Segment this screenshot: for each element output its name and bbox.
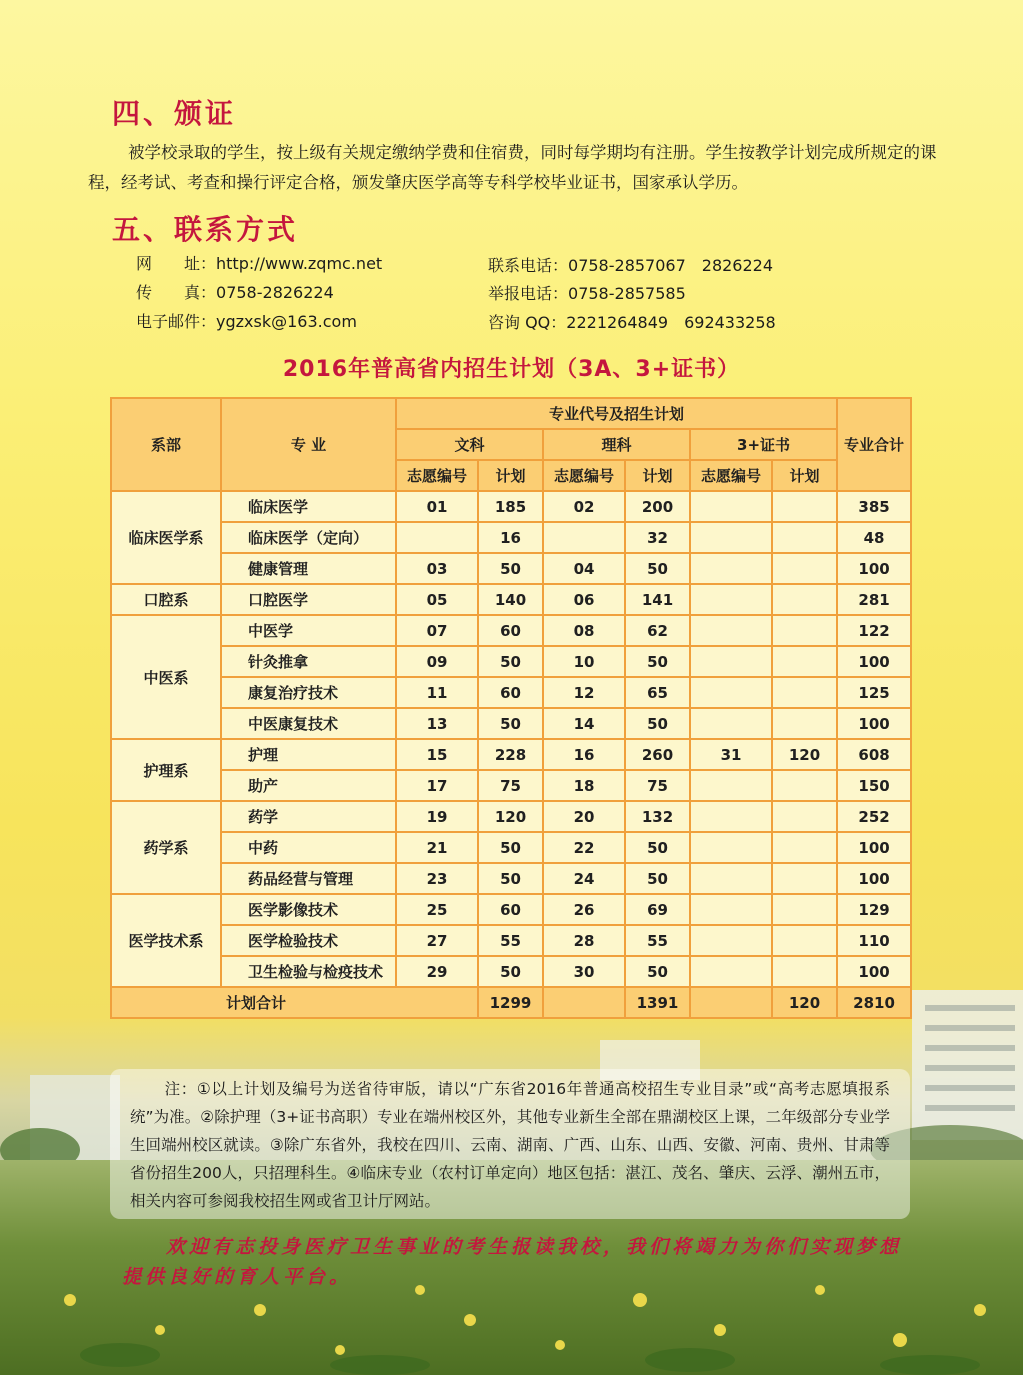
cell-lc: 16 [543, 739, 625, 770]
header-wenke-plan: 计划 [478, 460, 543, 491]
table-row [111, 491, 911, 522]
cell-wc: 07 [396, 615, 478, 646]
table-row [111, 894, 911, 925]
cell-lp: 200 [625, 491, 690, 522]
cell-t: 100 [837, 832, 911, 863]
cell-t: 281 [837, 584, 911, 615]
table-row [111, 584, 911, 615]
table-row [111, 956, 911, 987]
cell-cp [772, 522, 837, 553]
cell-major: 药学 [221, 801, 396, 832]
cell-lc: 28 [543, 925, 625, 956]
cell-lp: 55 [625, 925, 690, 956]
cell-t: 110 [837, 925, 911, 956]
cell-t: 100 [837, 708, 911, 739]
note-text: 注：①以上计划及编号为送省待审版，请以“广东省2016年普通高校招生专业目录”或“高考志愿填报系统”为准。②除护理（3+证书高职）专业在端州校区外，其他专业新生全部在鼎湖校区上课，二年级部分专业学生回端州校区就读。③除广东省外，我校在四川、云南、湖南、广西、山东、山西、安徽、河南、贵州、甘肃等省份招生200人，只招理科生。④临床专业（农村订单定向）地区包括：湛江、茂名、肇庆、云浮、潮州五市，相关内容可参阅我校招生网或省卫计厅网站。 [130, 1080, 890, 1210]
cell-lp: 75 [625, 770, 690, 801]
cell-major: 护理 [221, 739, 396, 770]
cell-wc: 25 [396, 894, 478, 925]
cell-cc [690, 894, 772, 925]
cell-dept: 口腔系 [111, 584, 221, 615]
cell-wc: 27 [396, 925, 478, 956]
header-like-plan: 计划 [625, 460, 690, 491]
table-row [111, 522, 911, 553]
cell-major: 临床医学（定向） [221, 522, 396, 553]
cell-wp: 50 [478, 863, 543, 894]
cell-lp: 50 [625, 956, 690, 987]
cell-t: 100 [837, 956, 911, 987]
cell-cp [772, 770, 837, 801]
cell-cc [690, 615, 772, 646]
cell-cp [772, 894, 837, 925]
cell-wp: 228 [478, 739, 543, 770]
cell-cc [690, 584, 772, 615]
cell-cp [772, 615, 837, 646]
header-dept: 系部 [111, 398, 221, 491]
cell-cp [772, 646, 837, 677]
cell-wc: 05 [396, 584, 478, 615]
cell-cp [772, 863, 837, 894]
cell-t: 129 [837, 894, 911, 925]
cell-cc [690, 646, 772, 677]
header-major: 专 业 [221, 398, 396, 491]
total-label: 计划合计 [111, 987, 478, 1018]
cell-cc [690, 491, 772, 522]
cell-t: 122 [837, 615, 911, 646]
slogan: 欢迎有志投身医疗卫生事业的考生报读我校，我们将竭力为你们实现梦想提供良好的育人平台。 [122, 1236, 903, 1288]
cell-major: 医学影像技术 [221, 894, 396, 925]
cell-wp: 16 [478, 522, 543, 553]
enrollment-plan-table [110, 397, 912, 1019]
plan-title: 2016年普高省内招生计划（3A、3+证书） [282, 357, 741, 382]
cell-t: 125 [837, 677, 911, 708]
cell-major: 中医康复技术 [221, 708, 396, 739]
email-line: 电子邮件：ygzxsk@163.com [136, 312, 357, 331]
cell-cp [772, 553, 837, 584]
cell-wc: 01 [396, 491, 478, 522]
cell-t: 48 [837, 522, 911, 553]
cell-lp: 62 [625, 615, 690, 646]
cell-cp [772, 801, 837, 832]
header-like: 理科 [543, 429, 690, 460]
header-cert-code: 志愿编号 [690, 460, 772, 491]
cell-wp: 75 [478, 770, 543, 801]
total-sum: 2810 [837, 987, 911, 1018]
cell-cp [772, 584, 837, 615]
cell-t: 150 [837, 770, 911, 801]
cell-wp: 55 [478, 925, 543, 956]
cell-lp: 50 [625, 863, 690, 894]
cell-cc [690, 677, 772, 708]
cell-wp: 50 [478, 646, 543, 677]
header-like-code: 志愿编号 [543, 460, 625, 491]
table-row [111, 925, 911, 956]
table-row [111, 832, 911, 863]
cell-lp: 141 [625, 584, 690, 615]
cell-lp: 132 [625, 801, 690, 832]
cell-wc: 11 [396, 677, 478, 708]
total-row [111, 987, 911, 1018]
cell-cp: 120 [772, 739, 837, 770]
section-5-title: 五、联系方式 [112, 213, 299, 246]
cell-lc: 18 [543, 770, 625, 801]
cell-major: 口腔医学 [221, 584, 396, 615]
cell-cp [772, 956, 837, 987]
qq-line: 咨询 QQ：2221264849 692433258 [488, 313, 776, 332]
cell-lp: 50 [625, 646, 690, 677]
table-row [111, 553, 911, 584]
cell-lc: 22 [543, 832, 625, 863]
cell-cp [772, 491, 837, 522]
cell-major: 药品经营与管理 [221, 863, 396, 894]
section-4-text: 被学校录取的学生，按上级有关规定缴纳学费和住宿费，同时每学期均有注册。学生按教学计划完成所规定的课程，经考试、考查和操行评定合格，颁发肇庆医学高等专科学校毕业证书，国家承认学历。 [88, 143, 937, 192]
cell-major: 康复治疗技术 [221, 677, 396, 708]
cell-lc: 26 [543, 894, 625, 925]
cell-wp: 50 [478, 832, 543, 863]
cell-wp: 50 [478, 956, 543, 987]
cell-cc [690, 925, 772, 956]
cell-lc: 08 [543, 615, 625, 646]
table-row [111, 708, 911, 739]
cell-lp: 50 [625, 708, 690, 739]
cell-cc [690, 832, 772, 863]
cell-major: 卫生检验与检疫技术 [221, 956, 396, 987]
cell-lc: 06 [543, 584, 625, 615]
cell-wp: 50 [478, 708, 543, 739]
cell-wc: 03 [396, 553, 478, 584]
cell-lp: 50 [625, 553, 690, 584]
cell-dept: 药学系 [111, 801, 221, 894]
qq-number: 2221264849 692433258 [566, 313, 776, 332]
cell-cc [690, 522, 772, 553]
cell-major: 针灸推拿 [221, 646, 396, 677]
cell-lp: 50 [625, 832, 690, 863]
cell-wp: 60 [478, 677, 543, 708]
cell-t: 385 [837, 491, 911, 522]
cell-major: 健康管理 [221, 553, 396, 584]
phone-number: 0758-2857067 2826224 [568, 256, 774, 275]
fax-line: 传 真：0758-2826224 [136, 283, 334, 302]
cell-t: 252 [837, 801, 911, 832]
note-box [110, 1069, 910, 1219]
cell-wp: 120 [478, 801, 543, 832]
email-link[interactable]: ygzxsk@163.com [216, 312, 357, 331]
cell-t: 100 [837, 553, 911, 584]
total-like-code [543, 987, 625, 1018]
cell-t: 608 [837, 739, 911, 770]
cell-lc: 02 [543, 491, 625, 522]
cell-major: 中医学 [221, 615, 396, 646]
cell-cp [772, 832, 837, 863]
cell-major: 助产 [221, 770, 396, 801]
cell-wp: 50 [478, 553, 543, 584]
cell-t: 100 [837, 646, 911, 677]
cell-cp [772, 677, 837, 708]
phone-line: 联系电话：0758-2857067 2826224 [488, 256, 774, 275]
table-row [111, 615, 911, 646]
cell-cc [690, 708, 772, 739]
cell-wc: 29 [396, 956, 478, 987]
header-cert-plan: 计划 [772, 460, 837, 491]
header-group: 专业代号及招生计划 [396, 398, 837, 429]
cell-wc: 21 [396, 832, 478, 863]
cell-lc: 30 [543, 956, 625, 987]
cell-dept: 医学技术系 [111, 894, 221, 987]
cell-dept: 中医系 [111, 615, 221, 739]
cell-t: 100 [837, 863, 911, 894]
table-row [111, 646, 911, 677]
cell-wc: 17 [396, 770, 478, 801]
cell-major: 临床医学 [221, 491, 396, 522]
cell-cc [690, 956, 772, 987]
cell-cc [690, 863, 772, 894]
cell-cp [772, 708, 837, 739]
cell-lc: 12 [543, 677, 625, 708]
cell-lp: 69 [625, 894, 690, 925]
cell-major: 医学检验技术 [221, 925, 396, 956]
cell-wc [396, 522, 478, 553]
cell-wp: 60 [478, 894, 543, 925]
section-4-title: 四、颁证 [112, 97, 237, 130]
cell-dept: 护理系 [111, 739, 221, 801]
cell-major: 中药 [221, 832, 396, 863]
cell-dept: 临床医学系 [111, 491, 221, 584]
report-phone-line: 举报电话：0758-2857585 [488, 284, 686, 303]
cell-cc [690, 801, 772, 832]
cell-lc: 14 [543, 708, 625, 739]
table-row [111, 863, 911, 894]
cell-wc: 09 [396, 646, 478, 677]
cell-wc: 13 [396, 708, 478, 739]
header-wenke: 文科 [396, 429, 543, 460]
header-cert: 3+证书 [690, 429, 837, 460]
cell-wp: 185 [478, 491, 543, 522]
cell-cc: 31 [690, 739, 772, 770]
cell-wc: 23 [396, 863, 478, 894]
cell-lp: 65 [625, 677, 690, 708]
total-cert-code [690, 987, 772, 1018]
cell-lc: 04 [543, 553, 625, 584]
cell-wc: 19 [396, 801, 478, 832]
header-total: 专业合计 [837, 398, 911, 491]
table-row [111, 801, 911, 832]
cell-cc [690, 770, 772, 801]
cell-wc: 15 [396, 739, 478, 770]
table-row [111, 770, 911, 801]
website-line: 网 址：http://www.zqmc.net [136, 254, 383, 273]
report-phone-number: 0758-2857585 [568, 284, 686, 303]
table-row [111, 739, 911, 770]
total-wenke-plan: 1299 [478, 987, 543, 1018]
cell-lp: 32 [625, 522, 690, 553]
header-wenke-code: 志愿编号 [396, 460, 478, 491]
cell-wp: 140 [478, 584, 543, 615]
cell-wp: 60 [478, 615, 543, 646]
total-cert-plan: 120 [772, 987, 837, 1018]
total-like-plan: 1391 [625, 987, 690, 1018]
cell-cp [772, 925, 837, 956]
cell-cc [690, 553, 772, 584]
table-row [111, 677, 911, 708]
website-link[interactable]: http://www.zqmc.net [216, 254, 383, 273]
cell-lc: 10 [543, 646, 625, 677]
cell-lc [543, 522, 625, 553]
fax-number: 0758-2826224 [216, 283, 334, 302]
cell-lc: 20 [543, 801, 625, 832]
cell-lp: 260 [625, 739, 690, 770]
cell-lc: 24 [543, 863, 625, 894]
